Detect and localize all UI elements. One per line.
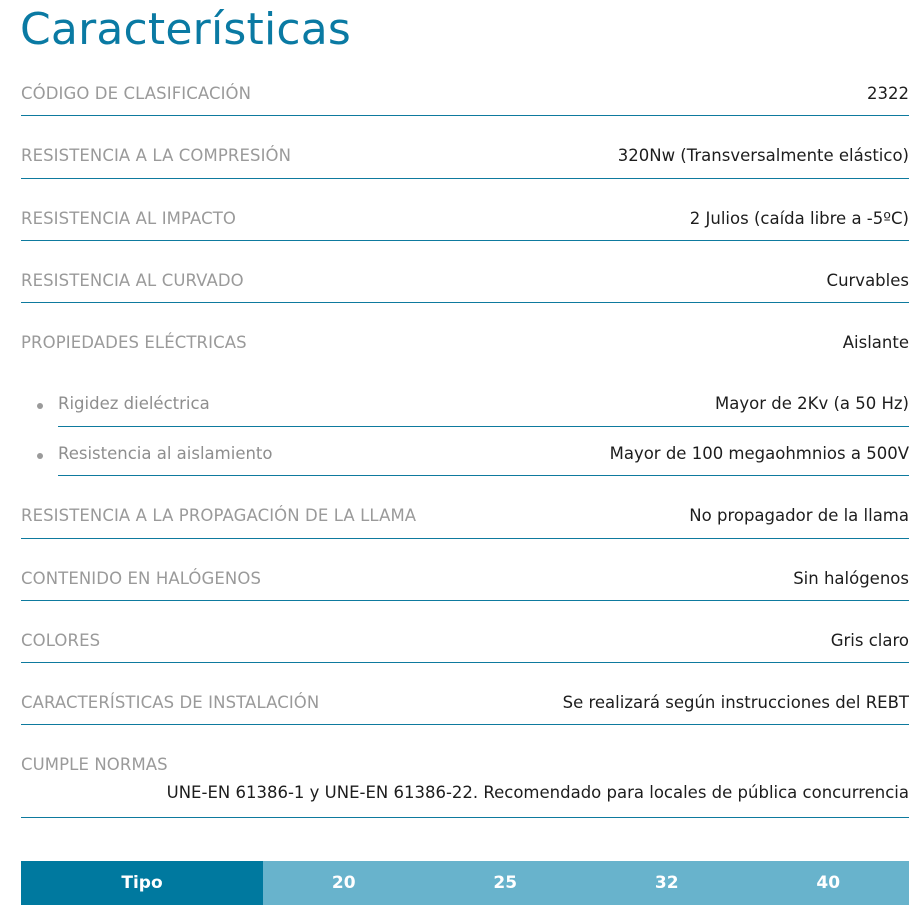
spec-label: RESISTENCIA AL CURVADO bbox=[21, 271, 244, 290]
spec-value: 2322 bbox=[867, 84, 909, 103]
spec-value: Mayor de 100 megaohmnios a 500V bbox=[609, 444, 909, 463]
spec-label: COLORES bbox=[21, 631, 101, 650]
spec-row-colores bbox=[21, 631, 909, 663]
spec-label: PROPIEDADES ELÉCTRICAS bbox=[21, 333, 247, 352]
spec-value: Sin halógenos bbox=[793, 569, 909, 588]
spec-value: No propagador de la llama bbox=[689, 506, 909, 525]
spec-row-clasificacion bbox=[21, 84, 909, 116]
spec-value: Gris claro bbox=[830, 631, 909, 650]
bullet-icon bbox=[37, 403, 43, 409]
spec-label: CONTENIDO EN HALÓGENOS bbox=[21, 569, 262, 588]
spec-label: RESISTENCIA A LA PROPAGACIÓN DE LA LLAMA bbox=[21, 506, 417, 525]
spec-row-curvado bbox=[21, 271, 909, 303]
spec-value: Se realizará según instrucciones del REBT bbox=[562, 693, 909, 712]
table-header-cell: 25 bbox=[425, 861, 587, 905]
spec-subrow-rigidez bbox=[58, 394, 909, 427]
table-header-cell: 32 bbox=[586, 861, 748, 905]
spec-row-impacto bbox=[21, 209, 909, 241]
spec-label: RESISTENCIA A LA COMPRESIÓN bbox=[21, 146, 292, 165]
table-header-cell: Tipo bbox=[21, 861, 263, 905]
bullet-icon bbox=[37, 453, 43, 459]
page-title: Características bbox=[20, 4, 352, 55]
spec-row-compresion bbox=[21, 146, 909, 179]
spec-row-instalacion bbox=[21, 693, 909, 725]
spec-label: CUMPLE NORMAS bbox=[21, 755, 168, 774]
spec-value: Aislante bbox=[842, 333, 909, 352]
table-header-cell: 20 bbox=[263, 861, 425, 905]
spec-value: 320Nw (Transversalmente elástico) bbox=[617, 146, 909, 165]
spec-subrow-aislamiento bbox=[58, 444, 909, 476]
spec-sublabel: Resistencia al aislamiento bbox=[58, 444, 273, 463]
spec-value: Curvables bbox=[826, 271, 909, 290]
spec-sublabel: Rigidez dieléctrica bbox=[58, 394, 210, 413]
spec-row-llama bbox=[21, 506, 909, 539]
spec-row-normas bbox=[21, 755, 909, 818]
spec-row-electricas bbox=[21, 333, 909, 364]
spec-label: RESISTENCIA AL IMPACTO bbox=[21, 209, 236, 228]
spec-row-halogenos bbox=[21, 569, 909, 601]
spec-value: Mayor de 2Kv (a 50 Hz) bbox=[715, 394, 909, 413]
table-header-cell: 40 bbox=[748, 861, 910, 905]
spec-label: CÓDIGO DE CLASIFICACIÓN bbox=[21, 84, 252, 103]
spec-value: UNE-EN 61386-1 y UNE-EN 61386-22. Recomendado para locales de pública concurrencia bbox=[166, 783, 909, 802]
type-table-header bbox=[21, 861, 909, 905]
spec-label: CARACTERÍSTICAS DE INSTALACIÓN bbox=[21, 693, 320, 712]
spec-value: 2 Julios (caída libre a -5ºC) bbox=[689, 209, 909, 228]
